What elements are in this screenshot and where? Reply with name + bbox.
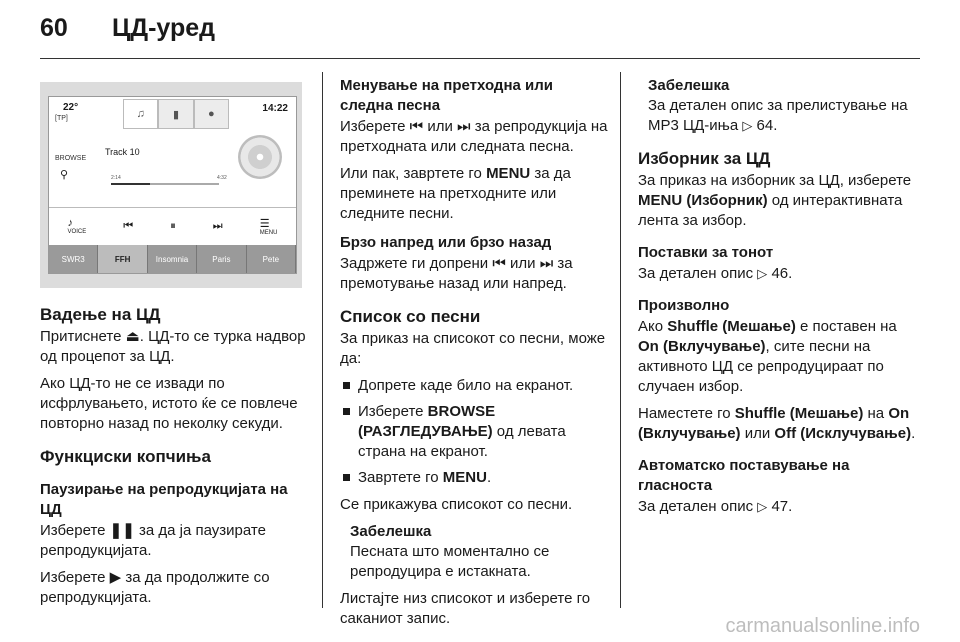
progress-bar [111, 183, 219, 185]
previous-track-icon: ⏮ [492, 255, 506, 272]
cd-menu-paragraph: За приказ на изборник за ЦД, изберете MENU (Изборник) од интерактивната лента за избор. [638, 172, 912, 229]
eject-heading: Вадење на ЦД [40, 305, 161, 324]
function-buttons-heading: Функциски копчиња [40, 447, 211, 466]
microphone-icon: ♪ [67, 217, 74, 229]
music-note-icon[interactable]: ♫ [123, 99, 158, 129]
previous-track-icon: ⏮ [409, 118, 424, 135]
eject-paragraph-2: Ако ЦД-то не се извади по исфрлувањето, истото ќе се повлече повторно назад по неколку секуди. [40, 375, 298, 432]
menu-icon: ☰ [259, 217, 270, 230]
list-item: Изберете BROWSE (РАЗГЛЕДУВАЊЕ) од левата страна на екранот. [340, 402, 610, 462]
menu-paragraph: Или пак, завртете го MENU за да преминете на претходните или следните песни. [340, 165, 571, 222]
play-paragraph: Изберете ▶ за да продолжите со репродукцијата. [40, 569, 270, 606]
track-list-heading: Список со песни [340, 307, 481, 326]
preset-bar [49, 245, 296, 273]
browse-label[interactable]: BROWSE [55, 155, 87, 162]
infotainment-screen [48, 96, 297, 274]
page-number: 60 [40, 14, 68, 42]
cd-menu-heading: Изборник за ЦД [638, 149, 771, 168]
pause-paragraph: Изберете ❚❚ за да ја паузирате репродукцијата. [40, 522, 266, 559]
previous-track-button[interactable]: ⏮ [123, 219, 134, 232]
disc-icon[interactable]: ● [194, 99, 229, 129]
progress-fill [111, 183, 150, 185]
pause-heading: Паузирање на репродукцијата на ЦД [40, 481, 288, 518]
fast-forward-paragraph: Задржете ги допрени ⏮ или ⏭ за премотување назад или напред. [340, 255, 573, 292]
track-list-shown: Се прикажува списокот со песни. [340, 496, 573, 513]
preset-button[interactable]: SWR3 [49, 245, 98, 273]
note-text: Песната што моментално се репродуцира е истакната. [350, 543, 550, 580]
column-2 [340, 72, 610, 636]
menu-button[interactable]: ☰ MENU [259, 217, 278, 236]
next-track-icon: ⏭ [539, 255, 554, 272]
random-heading: Произволно [638, 297, 730, 314]
pause-button[interactable]: ⏸ [170, 219, 176, 232]
play-icon: ▶ [109, 569, 122, 586]
scroll-paragraph: Листајте низ списокот и изберете го саканиот запис. [340, 590, 591, 627]
track-list-options [340, 376, 610, 488]
source-tabs [123, 99, 229, 129]
playback-controls [49, 207, 296, 244]
elapsed-time: 2:14 [111, 175, 121, 181]
column-3 [638, 72, 920, 524]
page-header [40, 14, 215, 43]
preset-button[interactable]: Pete [247, 245, 296, 273]
list-item: Допрете каде било на екранот. [340, 376, 610, 396]
page-reference-icon: ▷ [757, 266, 768, 281]
column-divider-2 [620, 72, 621, 608]
watermark: carmanualsonline.info [725, 615, 920, 637]
cd-player-screenshot [40, 82, 302, 288]
column-1 [40, 300, 308, 615]
tone-paragraph: За детален опис ▷ 46. [638, 265, 793, 282]
skip-paragraph: Изберете ⏮ или ⏭ за репродукција на претходната или следната песна. [340, 118, 608, 155]
list-item: Завртете го MENU. [340, 468, 610, 488]
pause-icon: ❚❚ [109, 522, 135, 539]
skip-heading: Менување на претходна или следна песна [340, 77, 553, 114]
preset-button[interactable]: Paris [197, 245, 246, 273]
cd-disc-icon [238, 135, 282, 179]
page-reference-icon: ▷ [757, 499, 768, 514]
phone-icon[interactable]: ▮ [158, 99, 193, 129]
preset-button[interactable]: FFH [98, 245, 147, 273]
preset-button[interactable]: Insomnia [148, 245, 197, 273]
track-list-intro: За приказ на списокот со песни, може да: [340, 330, 606, 367]
auto-volume-heading: Автоматско поставување на гласноста [638, 457, 850, 494]
fast-forward-heading: Брзо напред или брзо назад [340, 234, 552, 251]
column-divider-1 [322, 72, 323, 608]
auto-volume-paragraph: За детален опис ▷ 47. [638, 498, 793, 515]
note-box [340, 522, 610, 582]
note-title: Забелешка [648, 77, 730, 94]
random-paragraph: Ако Shuffle (Мешање) е поставен на On (Вклучување), сите песни на активното ЦД се репродуцираат по случаен избор. [638, 318, 897, 395]
total-time: 4:32 [217, 175, 227, 181]
next-track-button[interactable]: ⏭ [212, 219, 223, 232]
track-title: Track 10 [105, 147, 140, 157]
voice-button[interactable]: ♪ VOICE [67, 217, 87, 235]
search-icon[interactable]: ⚲ [60, 169, 69, 181]
eject-paragraph-1: Притиснете ⏏. ЦД-то се турка надвор од процепот за ЦД. [40, 328, 306, 365]
eject-icon: ⏏ [125, 328, 140, 345]
page-title: ЦД-уред [112, 14, 216, 42]
tone-heading: Поставки за тонот [638, 244, 774, 261]
note-text: За детален опис за прелистување на MP3 ЦД-иња ▷ 64. [648, 97, 908, 134]
note-title: Забелешка [350, 523, 432, 540]
temperature: 22° [63, 102, 79, 113]
page-reference-icon: ▷ [742, 118, 753, 133]
tp-indicator: [TP] [55, 115, 68, 122]
clock: 14:22 [262, 103, 288, 114]
set-shuffle-paragraph: Наместете го Shuffle (Мешање) на On (Вклучување) или Off (Исклучување). [638, 405, 916, 442]
next-track-icon: ⏭ [457, 118, 471, 135]
header-rule [40, 58, 920, 59]
note-box [638, 76, 920, 136]
